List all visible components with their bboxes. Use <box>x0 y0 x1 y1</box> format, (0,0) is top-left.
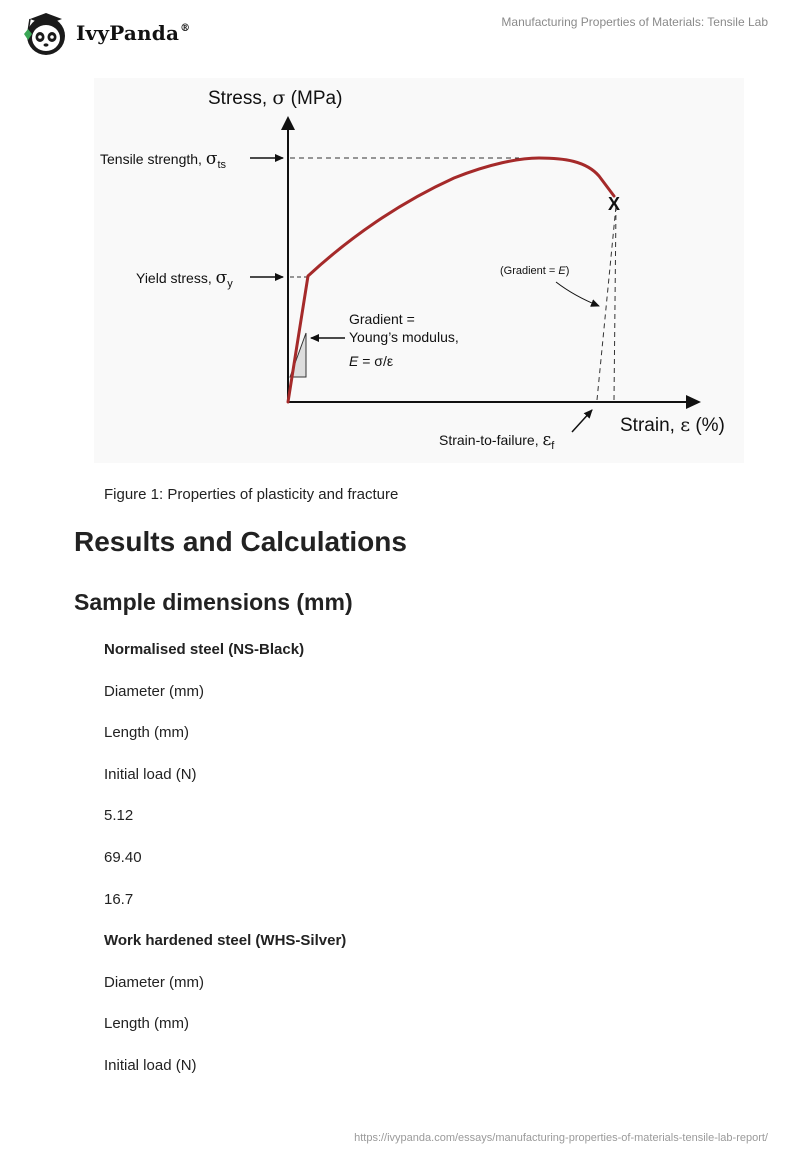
whs-line: Diameter (mm) <box>104 974 204 991</box>
stress-strain-figure <box>94 78 744 463</box>
figure-caption: Figure 1: Properties of plasticity and fracture <box>104 486 399 503</box>
ns-line: Diameter (mm) <box>104 683 204 700</box>
document-title: Manufacturing Properties of Materials: Tensile Lab <box>501 15 768 29</box>
ns-line: 5.12 <box>104 807 134 824</box>
y-axis-title: Stress, σ (MPa) <box>208 87 343 109</box>
stress-strain-diagram <box>94 78 744 463</box>
gradient-label-line2: Young’s modulus, <box>349 329 459 345</box>
ns-line: 16.7 <box>104 891 134 908</box>
tensile-strength-label: Tensile strength, $\sigma_{ts}$ <box>100 149 227 171</box>
whs-line: Length (mm) <box>104 1015 190 1032</box>
fracture-x-mark: X <box>608 194 621 214</box>
panda-logo-icon <box>16 10 74 56</box>
gradient-e-label: (Gradient = E) <box>500 265 570 277</box>
x-axis-title: Strain, ε (%) <box>620 414 725 436</box>
whs-line: Initial load (N) <box>104 1057 197 1074</box>
ns-line: Initial load (N) <box>104 766 197 783</box>
whs-title: Work hardened steel (WHS-Silver) <box>104 932 347 949</box>
strain-to-failure-label: Strain-to-failure, $\varepsilon_f$ <box>439 430 555 452</box>
brand-name: IvyPanda® <box>76 21 191 45</box>
gradient-label-line3: E = σ/ε <box>349 353 394 369</box>
subsection-heading: Sample dimensions (mm) <box>74 589 353 615</box>
ns-line: Length (mm) <box>104 724 190 741</box>
section-heading: Results and Calculations <box>74 526 407 557</box>
gradient-label-line1: Gradient = <box>349 311 415 327</box>
yield-stress-label: Yield stress, $\sigma_y$ <box>136 268 233 290</box>
ivypanda-logo[interactable] <box>16 10 190 56</box>
ns-title: Normalised steel (NS-Black) <box>104 641 305 658</box>
source-url-link[interactable]: https://ivypanda.com/essays/manufacturing-properties-of-materials-tensile-lab-report/ <box>354 1132 768 1144</box>
ns-line: 69.40 <box>104 849 142 866</box>
